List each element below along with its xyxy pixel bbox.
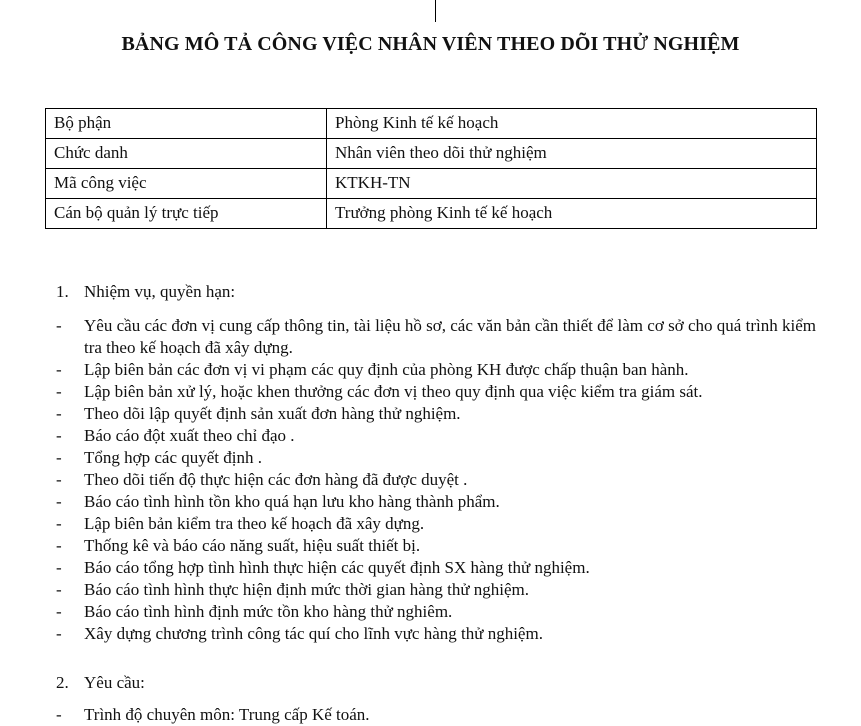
table-row (46, 109, 817, 139)
list-item-text: Báo cáo tổng hợp tình hình thực hiện các quyết định SX hàng thử nghiệm. (84, 558, 590, 577)
bullet-dash: - (56, 360, 62, 379)
text-cursor (435, 0, 436, 22)
list-item-text: Lập biên bản các đơn vị vi phạm các quy định của phòng KH được chấp thuận ban hành. (84, 360, 689, 379)
list-item-text: Thống kê và báo cáo năng suất, hiệu suất thiết bị. (84, 536, 421, 555)
table-cell-label: Chức danh (46, 139, 327, 169)
list-item-text: Theo dõi lập quyết định sản xuất đơn hàng thử nghiệm. (84, 404, 461, 423)
section-heading-requirements (56, 673, 145, 693)
list-item (56, 359, 816, 381)
bullet-dash: - (56, 602, 62, 621)
list-item (56, 704, 816, 726)
list-item-text: Báo cáo tình hình định mức tồn kho hàng thử nghiêm. (84, 602, 453, 621)
section-title: Nhiệm vụ, quyền hạn: (84, 282, 236, 301)
bullet-dash: - (56, 470, 62, 489)
table-cell-value: KTKH-TN (327, 169, 817, 199)
bullet-dash: - (56, 536, 62, 555)
table-cell-label: Mã công việc (46, 169, 327, 199)
list-item (56, 623, 816, 645)
bullet-dash: - (56, 624, 62, 643)
table-cell-value: Phòng Kinh tế kế hoạch (327, 109, 817, 139)
duties-list (56, 315, 816, 645)
requirements-list (56, 704, 816, 726)
section-number: 2. (56, 673, 69, 692)
bullet-dash: - (56, 382, 62, 401)
table-cell-value: Nhân viên theo dõi thử nghiệm (327, 139, 817, 169)
list-item-text: Yêu cầu các đơn vị cung cấp thông tin, tài liệu hồ sơ, các văn bản cần thiết để làm cơ sở cho quá trình kiểm tra theo kế hoạch đã xây dựng. (84, 316, 816, 357)
bullet-dash: - (56, 404, 62, 423)
document-title: BẢNG MÔ TẢ CÔNG VIỆC NHÂN VIÊN THEO DÕI THỬ NGHIỆM (121, 33, 740, 55)
list-item (56, 491, 816, 513)
section-title: Yêu cầu: (84, 673, 145, 692)
list-item (56, 535, 816, 557)
table-row (46, 169, 817, 199)
job-info-table (45, 108, 817, 229)
table-cell-label: Cán bộ quản lý trực tiếp (46, 199, 327, 229)
list-item-text: Lập biên bản xử lý, hoặc khen thưởng các đơn vị theo quy định qua việc kiểm tra giám sát. (84, 382, 703, 401)
bullet-dash: - (56, 316, 62, 335)
table-cell-value: Trưởng phòng Kinh tế kế hoạch (327, 199, 817, 229)
table-row (46, 139, 817, 169)
list-item (56, 557, 816, 579)
bullet-dash: - (56, 705, 62, 724)
list-item (56, 315, 816, 359)
section-number: 1. (56, 282, 69, 301)
bullet-dash: - (56, 448, 62, 467)
bullet-dash: - (56, 426, 62, 445)
bullet-dash: - (56, 514, 62, 533)
table-cell-label: Bộ phận (46, 109, 327, 139)
list-item-text: Lập biên bản kiểm tra theo kế hoạch đã xây dựng. (84, 514, 425, 533)
bullet-dash: - (56, 492, 62, 511)
list-item (56, 469, 816, 491)
list-item (56, 513, 816, 535)
list-item-text: Theo dõi tiến độ thực hiện các đơn hàng đã được duyệt . (84, 470, 468, 489)
list-item-text: Tổng hợp các quyết định . (84, 448, 263, 467)
bullet-dash: - (56, 580, 62, 599)
list-item (56, 403, 816, 425)
list-item (56, 381, 816, 403)
list-item (56, 579, 816, 601)
bullet-dash: - (56, 558, 62, 577)
list-item-text: Xây dựng chương trình công tác quí cho lĩnh vực hàng thử nghiệm. (84, 624, 543, 643)
list-item (56, 447, 816, 469)
list-item (56, 425, 816, 447)
table-row (46, 199, 817, 229)
list-item-text: Báo cáo tình hình tồn kho quá hạn lưu kho hàng thành phẩm. (84, 492, 500, 511)
list-item-text: Trình độ chuyên môn: Trung cấp Kế toán. (84, 705, 370, 724)
section-heading-duties (56, 282, 235, 302)
list-item-text: Báo cáo tình hình thực hiện định mức thời gian hàng thử nghiệm. (84, 580, 530, 599)
list-item (56, 601, 816, 623)
list-item-text: Báo cáo đột xuất theo chỉ đạo . (84, 426, 295, 445)
